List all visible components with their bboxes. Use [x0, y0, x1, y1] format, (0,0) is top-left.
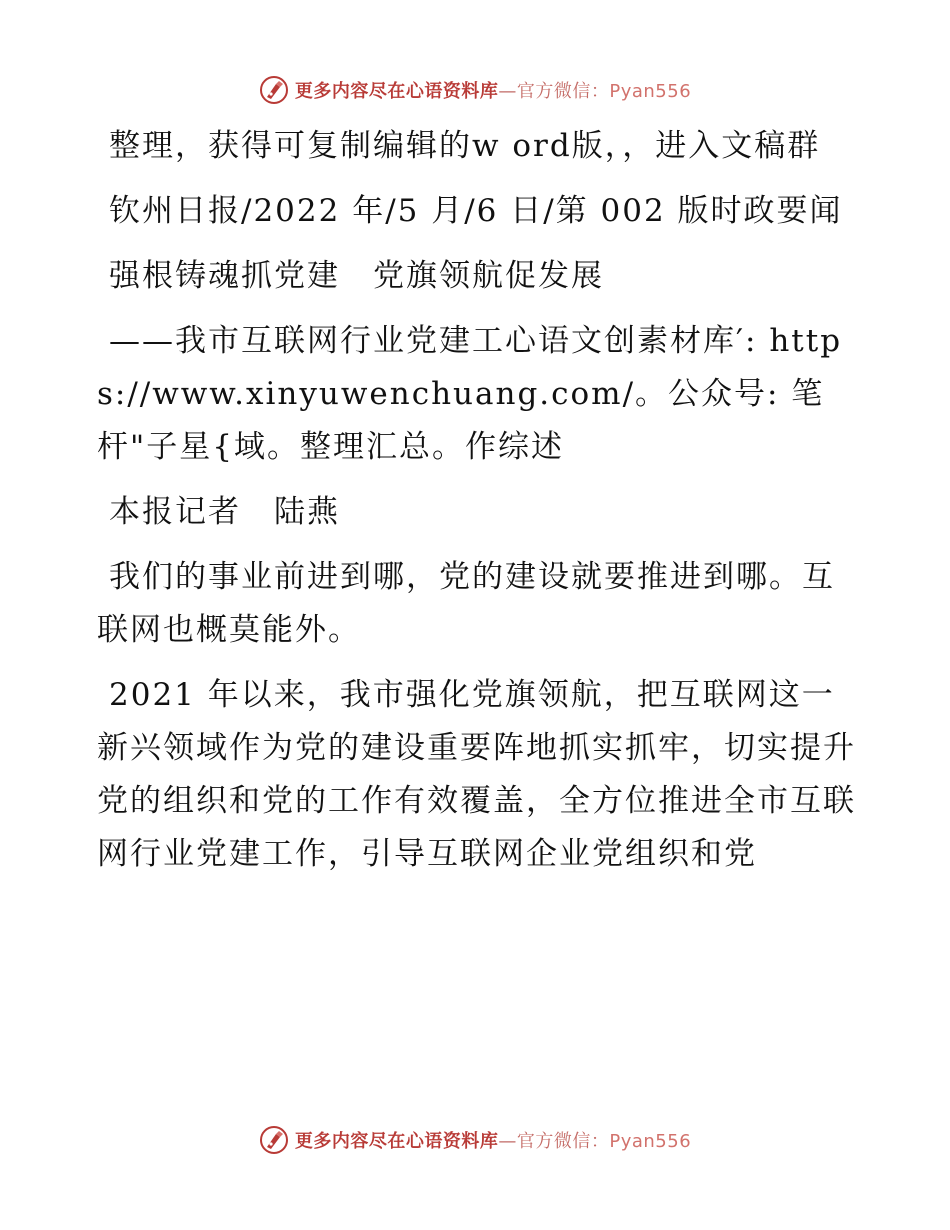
- banner-main-text: 更多内容尽在心语资料库: [294, 1131, 499, 1152]
- paragraph-intro: 整理，获得可复制编辑的w ord版，，进入文稿群: [109, 128, 821, 164]
- pen-nib-logo-icon: [259, 75, 289, 105]
- header-banner: [0, 70, 950, 110]
- pen-nib-logo-icon: [259, 1125, 289, 1155]
- banner-sub-text: 官方微信：: [516, 1131, 610, 1152]
- banner-sub-text: 官方微信：: [516, 81, 610, 102]
- banner-text: [295, 77, 691, 103]
- banner-main-text: 更多内容尽在心语资料库: [294, 81, 499, 102]
- banner-separator: —: [498, 81, 517, 102]
- article-title: 强根铸魂抓党建 党旗领航促发展: [109, 258, 604, 294]
- article-subtitle: ——我市互联网行业党建工心语文创素材库′: https://www.xinyuwenchuang.com/。公众号: 笔杆"子星{域。整理汇总。作综述: [97, 323, 843, 465]
- paragraph-body-1: 我们的事业前进到哪，党的建设就要推进到哪。互联网也概莫能外。: [97, 559, 835, 648]
- banner-wechat-id: Pyan556: [609, 81, 692, 102]
- banner-separator: —: [498, 1131, 517, 1152]
- footer-banner: [0, 1120, 950, 1160]
- article-byline: 本报记者 陆燕: [109, 494, 340, 530]
- paragraph-body-2: 2021 年以来，我市强化党旗领航，把互联网这一新兴领域作为党的建设重要阵地抓实抓牢，切实提升党的组织和党的工作有效覆盖，全方位推进全市互联网行业党建工作，引导互联网企业党组织和党: [97, 677, 856, 872]
- document-body: [97, 120, 857, 893]
- banner-text: [295, 1127, 691, 1153]
- paragraph-source: 钦州日报/2022 年/5 月/6 日/第 002 版时政要闻: [109, 193, 843, 229]
- banner-wechat-id: Pyan556: [609, 1131, 692, 1152]
